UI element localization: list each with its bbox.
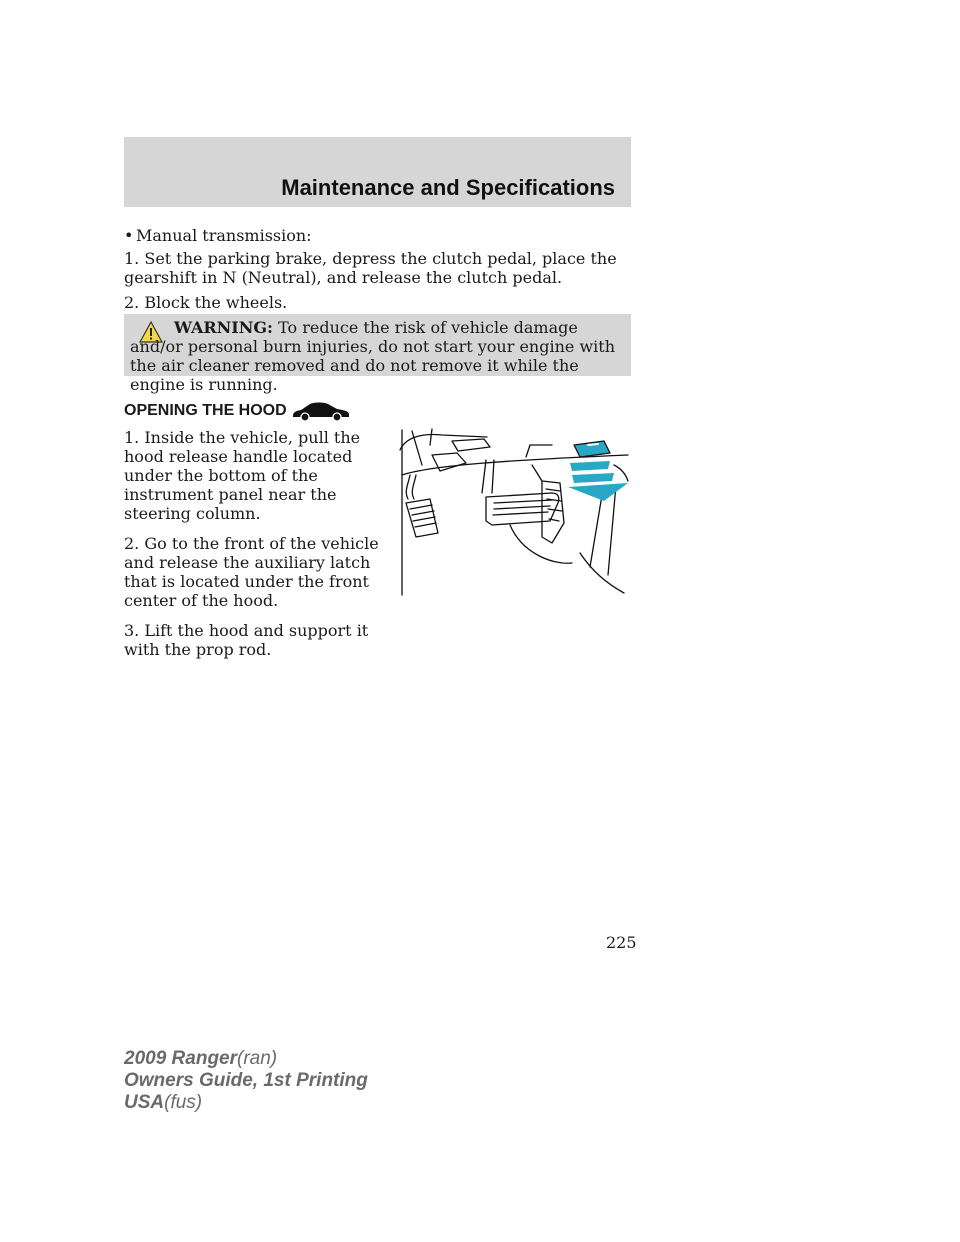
footer-printing: Owners Guide, 1st Printing bbox=[124, 1070, 368, 1091]
bullet-text: Manual transmission: bbox=[136, 226, 312, 245]
hood-step-1: 1. Inside the vehicle, pull the hood release handle located under the bottom of the instrument panel near the steering column. bbox=[124, 428, 361, 523]
section-header-band bbox=[124, 137, 631, 207]
warning-text-block bbox=[130, 318, 626, 394]
hood-steps bbox=[124, 428, 386, 670]
footer-line-1 bbox=[124, 1048, 368, 1070]
footer-line-2 bbox=[124, 1070, 368, 1092]
manual-step-2: 2. Block the wheels. bbox=[124, 293, 288, 312]
footer-market-code: (fus) bbox=[164, 1092, 203, 1113]
footer-model-code: (ran) bbox=[237, 1048, 278, 1069]
hood-step-2: 2. Go to the front of the vehicle and release the auxiliary latch that is located under the front center of the hood. bbox=[124, 534, 379, 610]
warning-body: To reduce the risk of vehicle damage and/or personal burn injuries, do not start your engine with the air cleaner removed and do not remove it while the engine is running. bbox=[130, 318, 615, 394]
section-heading-text: OPENING THE HOOD bbox=[124, 402, 287, 419]
footer-line-3 bbox=[124, 1092, 368, 1114]
manual-step-1: 1. Set the parking brake, depress the clutch pedal, place the gearshift in N (Neutral), and release the clutch pedal. bbox=[124, 249, 617, 287]
car-icon bbox=[290, 400, 352, 422]
footer-market: USA bbox=[124, 1092, 165, 1113]
footer-model: 2009 Ranger bbox=[124, 1048, 238, 1069]
section-heading bbox=[124, 400, 352, 422]
section-title: Maintenance and Specifications bbox=[281, 175, 615, 200]
warning-label: WARNING: bbox=[174, 318, 273, 337]
page-number: 225 bbox=[606, 933, 637, 952]
hood-release-pedals-illustration bbox=[392, 425, 632, 597]
hood-step-3: 3. Lift the hood and support it with the prop rod. bbox=[124, 621, 369, 659]
bullet-item bbox=[124, 226, 312, 245]
footer bbox=[124, 1048, 368, 1114]
bullet-symbol: • bbox=[124, 226, 134, 245]
warning-box bbox=[124, 314, 631, 394]
